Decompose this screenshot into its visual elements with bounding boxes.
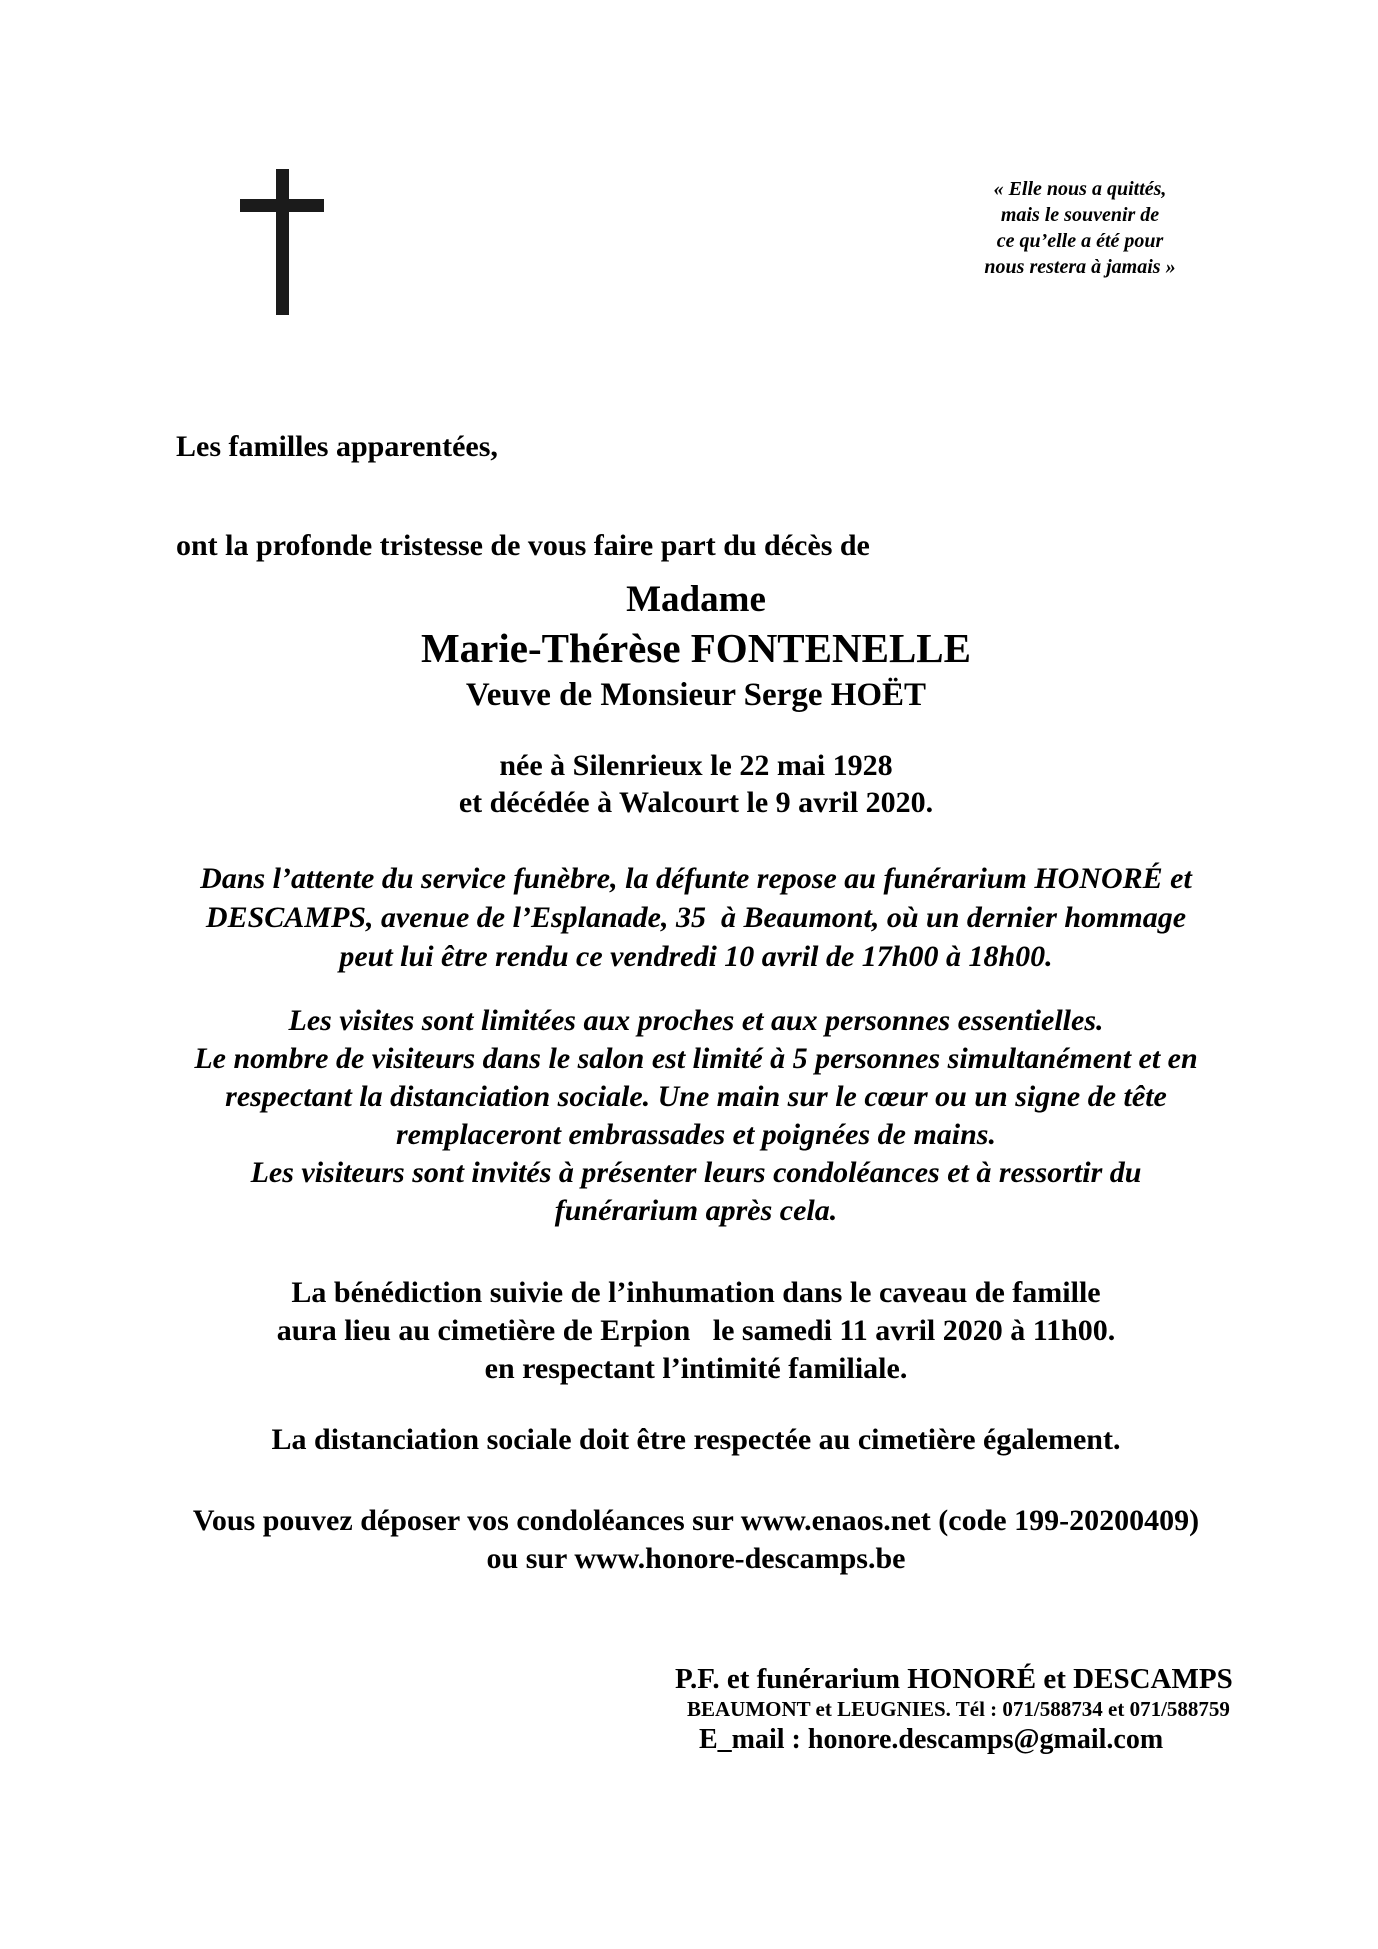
deceased-relation: Veuve de Monsieur Serge HOËT [465,677,927,713]
burial-line: en respectant l’intimité familiale. [484,1352,908,1385]
memorial-quote-line: mais le souvenir de [1000,204,1160,226]
burial-paragraph [14,1274,1378,1388]
visit-restrictions-line: Les visiteurs sont invités à présenter leurs condoléances et à ressortir du [250,1156,1142,1189]
funeral-home-name: P.F. et funérarium HONORÉ et DESCAMPS [675,1663,1233,1695]
memorial-quote [958,176,1202,280]
funeral-home-email: E_mail : honore.descamps@gmail.com [699,1724,1164,1755]
intro-announcement-line: ont la profonde tristesse de vous faire part du décès de [176,529,870,562]
deceased-title: Madame [626,579,766,620]
cemetery-distancing-line: La distanciation sociale doit être respectée au cimetière également. [271,1423,1121,1456]
deceased-birth-line: née à Silenrieux le 22 mai 1928 [499,749,893,782]
burial-line: La bénédiction suivie de l’inhumation dans le caveau de famille [291,1276,1101,1309]
burial-line: aura lieu au cimetière de Erpion le samedi 11 avril 2020 à 11h00. [276,1314,1116,1347]
condolences-paragraph [14,1502,1378,1578]
visit-restrictions-line: funérarium après cela. [554,1194,838,1227]
mortuary-notice-paragraph [14,859,1378,976]
visit-restrictions-line: Les visites sont limitées aux proches et aux personnes essentielles. [288,1004,1104,1037]
cross-icon-horizontal-bar [240,199,324,212]
condolences-line: ou sur www.honore-descamps.be [486,1542,906,1575]
visit-restrictions-line: remplaceront embrassades et poignées de mains. [396,1118,996,1151]
condolences-line: Vous pouvez déposer vos condoléances sur www.enaos.net (code 199-20200409) [192,1504,1200,1537]
visit-restrictions-line: respectant la distanciation sociale. Une main sur le cœur ou un signe de tête [225,1080,1167,1113]
deceased-death-line: et décédée à Walcourt le 9 avril 2020. [458,786,934,819]
cross-icon-vertical-bar [276,169,289,315]
mortuary-notice-line: peut lui être rendu ce vendredi 10 avril de 17h00 à 18h00. [339,940,1053,973]
memorial-quote-line: ce qu’elle a été pour [996,230,1164,252]
visit-restrictions-line: Le nombre de visiteurs dans le salon est limité à 5 personnes simultanément et en [194,1042,1198,1075]
memorial-quote-line: nous restera à jamais » [984,256,1176,278]
mortuary-notice-line: Dans l’attente du service funèbre, la défunte repose au funérarium HONORÉ et [200,862,1192,895]
funeral-home-locations-phone: BEAUMONT et LEUGNIES. Tél : 071/588734 et 071/588759 [687,1697,1230,1721]
memorial-quote-line: « Elle nous a quittés, [993,178,1167,200]
visit-restrictions-paragraph [14,1002,1378,1230]
funeral-home-footer [675,1662,1233,1757]
intro-families-line: Les familles apparentées, [176,430,498,463]
mortuary-notice-line: DESCAMPS, avenue de l’Esplanade, 35 à Beaumont, où un dernier hommage [205,901,1187,934]
deceased-name: Marie-Thérèse FONTENELLE [420,625,972,671]
